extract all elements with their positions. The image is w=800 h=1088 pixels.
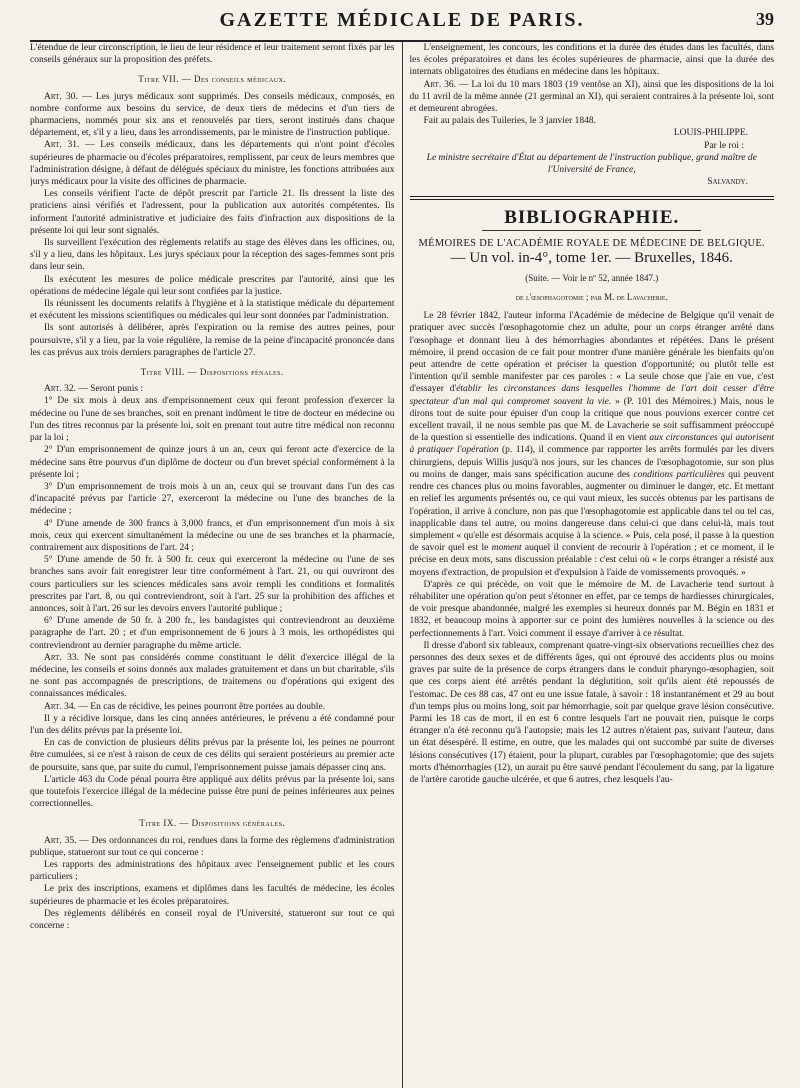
- minister-name: Salvandy.: [707, 177, 748, 188]
- italic-run: établir les circonstances dans lesquelles l'homme de l'art doit cesser d'être spectateur d'un mal qui compromet souvent la vie.: [409, 384, 774, 407]
- paragraph: Le prix des inscriptions, examens et diplômes dans les facultés de médecine, les écoles supérieures de pharmacie et les écoles préparatoires.: [30, 884, 395, 907]
- text-run: auquel il convient de recourir à l'opération ; et ce moment, il le précise en deux mots, sans discussion préalable : c'est celui où « le corps étranger a résisté aux moyens d'extraction, de propulsion et d'expulsion à l'aide de vomissements provoqués. »: [409, 543, 774, 578]
- paragraph: Ils surveillent l'exécution des règlements relatifs au stage des élèves dans les officines, ou, s'il y a lieu, dans les hôpitaux. Les jurys spéciaux pour la réception des sages-femmes sont pris dans leur sein.: [30, 238, 395, 273]
- article-text: — Des ordonnances du roi, rendues dans la forme des règlemens d'administration publique, statueront sur tout ce qui concerne :: [30, 835, 395, 858]
- article-text: — La loi du 10 mars 1803 (19 ventôse an XI), ainsi que les dispositions de la loi du 11 avril de la même année (21 germinal an XI), qui seraient contraires à la présente loi, sont et demeurent abrogées.: [409, 79, 774, 115]
- minister-title: Le ministre secrétaire d'État au département de l'instruction publique, grand maître de l'Université de France,: [426, 152, 757, 176]
- paragraph: L'enseignement, les concours, les conditions et la durée des études dans les facultés, dans les écoles préparatoires et dans les écoles supérieures de pharmacie, ainsi que la durée des internats obligatoires des étudians en médecine dans les hôpitaux.: [409, 43, 774, 78]
- page-header: [30, 0, 774, 42]
- text-run: » (P. 101 des Mémoires.) Mais, nous le dirons tout de suite pour épuiser d'un coup la critique que nous pouvions exercer contre cet excellent travail, il ne nous semble pas que M. de Lavacherie se soit suffisamment préoccupé de la question si essentielle des indications. Quand il en vient: [409, 396, 774, 444]
- article-text: — En cas de récidive, les peines pourront être portées au double.: [76, 701, 326, 712]
- signing-place-date: Fait au palais des Tuileries, le 3 janvier 1848.: [423, 116, 597, 127]
- article-33: [30, 652, 395, 701]
- king-signature: LOUIS-PHILIPPE.: [673, 128, 748, 139]
- review-paragraph: Il dresse d'abord six tableaux, comprenant quatre-vingt-six observations recueillies chez des personnes des deux sexes et de différents âges, qui ont éprouvé des accidents plus ou moins graves par suite de la présence de corps étrangers dans le conduit pharyngo-œsophagien, soit que ces corps aient été arrêtés pendant la déglutition, soit qu'ils aient été repoussés de l'estomac. De ces 88 cas, 47 ont eu une issue fatale, à savoir : 18 instantanément et 29 au bout d'un temps plus ou moins long, soit par hémorrhagie, soit par quelque grave lésion consécutive. Parmi les 18 cas de mort, il en est 6 contre lesquels l'art ne pouvait rien, puisque le corps étranger n'a été reconnu qu'à l'autopsie; mais les 12 autres n'étaient pas, suivant l'auteur, dans un état désespéré. Il estime, en outre, que les malades qui ont succombé par suite de diverses lésions consécutives (17) étaient, pour la plupart, curables par l'œsophagotomie; que des sujets morts d'hémorrhagies (12), un aurait pu être sauvé pendant l'écoulement du sang, par la ligature de l'artère carotide gauche ulcérée, et que 6 autres, chez lesquels l'au-: [409, 640, 774, 785]
- review-paragraph: [410, 310, 775, 578]
- paragraph: Des règlements délibérés en conseil royal de l'Université, statueront sur tout ce qui concerne :: [30, 908, 395, 932]
- paragraph: 4° D'une amende de 300 francs à 3,000 francs, et d'un emprisonnement d'un mois à six mois, ceux qui exercent simultanément la médecine ou une de ses branches et la pharmacie, contrairement aux dispositions de l'art. 24 ;: [30, 518, 395, 553]
- paragraph: Ils réunissent les documents relatifs à l'hygiène et à la statistique médicale du département et exécutent les missions scientifiques ou médicales qui leur sont données par l'administration.: [30, 299, 395, 322]
- article-label: Art. 32.: [44, 384, 77, 395]
- paragraph: 2° D'un emprisonnement de quinze jours à un an, ceux qui feront acte d'exercice de la médecine sans être pourvus d'un diplôme de docteur ou d'un brevet spécial conformément à la présente loi ;: [30, 445, 395, 480]
- paragraph: Ils exécutent les mesures de police médicale prescrites par l'autorité, ainsi que les opérations de médecine légale qui leur sont confiées par la justice.: [30, 274, 395, 297]
- text-run: (p. 114), il commence par rapporter les arrêts formulés par les divers chirurgiens, depuis Willis jusqu'à nos jours, sur les chances de l'œsophagotomie, sur son plus ou moins de danger, mais sans spécification aucune des: [409, 445, 774, 480]
- journal-title: GAZETTE MÉDICALE DE PARIS.: [219, 8, 585, 31]
- italic-run: aux circonstances qui autorisent à pratiquer l'opération: [409, 433, 774, 456]
- article-text: Ne sont pas considérés comme constituant le délit d'exercice illégal de la médecine, les conseils et soins donnés aux malades gratuitement et dans un but charitable, s'ils ne sont pas accompagnés de prescriptions, de traitemens ou d'opérations qui exigent des connaissances médicales.: [30, 652, 395, 700]
- article-34: [30, 701, 395, 713]
- article-label: Art. 34.: [44, 701, 77, 712]
- article-label: Art. 35.: [44, 835, 77, 846]
- article-text: — Les jurys médicaux sont supprimés. Des conseils médicaux, composés, en nombre conforme aux besoins du service, de deux tiers de médecins et d'un tiers de pharmaciens, nommés pour six ans et renouvelés par tiers, seront institués dans chaque département, et, s'il y a lieu, dans les arrondissements, par le ministre de l'instruction publique.: [30, 91, 395, 139]
- left-column: [30, 42, 403, 1088]
- bibliography-heading: BIBLIOGRAPHIE.: [504, 207, 680, 229]
- paragraph: 1° De six mois à deux ans d'emprisonnement ceux qui feront profession d'exercer la médecine ou l'une de ses branches, soit en prenant indûment le titre de docteur en médecine ou l'un des titres reconnus par la présente loi, soit en prenant tout autre titre médical non reconnu par la loi ;: [30, 396, 395, 444]
- paragraph: Les rapports des administrations des hôpitaux avec l'enseignement public et les cours particuliers ;: [30, 860, 395, 883]
- article-32: [30, 383, 395, 395]
- text-run: qui peuvent rendre ces chances plus ou moins favorables, augmenter ou diminuer le danger, etc. Et mettant en relief les arguments présentés ou, ce qui vaut mieux, les succès obtenus par les partisans de l'opération, il arrive à conclure, non pas que l'œsophagotomie est applicable dans tel ou tel cas, inapplicable dans tel autre, ou moins dangereuse dans celui-ci que dans celui-là, mais tout simplement « qu'elle est désormais acquise à la science. » Puis, cela posé, il passe à la question de savoir quel est le: [409, 469, 774, 554]
- section-title-ix: Titre IX. — Dispositions générales.: [139, 818, 286, 829]
- article-text: — Seront punis :: [76, 384, 144, 395]
- paragraph: 5° D'une amende de 50 fr. à 500 fr. ceux qui exerceront la médecine ou l'une de ses branches sans avoir fait enregistrer leur titre conformément à l'art. 21, ou qui ouvriront des cours particuliers sur les sciences médicales sans avoir rempli les conditions et formalités prescrites par l'art. 8, ou qui contreviendront, soit à l'art. 25 sur la prohibition des affiches et annonces, soit à l'art. 26 sur les devoirs envers l'autorité publique ;: [30, 555, 395, 614]
- italic-run: moment: [491, 543, 522, 554]
- section-divider: [410, 196, 775, 200]
- par-le-roi: Par le roi :: [704, 140, 744, 151]
- article-30: [30, 91, 395, 140]
- paragraph: L'article 463 du Code pénal pourra être appliqué aux délits prévus par la présente loi, sans que toutefois l'exercice illégal de la médecine puisse être puni de peines inférieures aux peines correctionnelles.: [30, 774, 395, 810]
- review-subtitle: de l'œsophagotomie ; par M. de Lavacherie.: [515, 292, 668, 303]
- paragraph: En cas de conviction de plusieurs délits prévus par la présente loi, les peines ne pourront être cumulées, si ce n'est à raison de ceux de ces délits qui seraient postérieurs au premier acte de poursuite, sans que, par suite du cumul, l'emprisonnement puisse jamais dépasser cinq ans.: [30, 738, 395, 773]
- italic-run: conditions particulières: [633, 469, 725, 480]
- text-run: Le 28 février 1842, l'auteur informa l'Académie de médecine de Belgique qu'il venait de pratiquer avec succès l'œsophagotomie chez un adulte, pour un corps étranger arrêté dans l'œsophage et donnant lieu à des hémorrhagies abondantes et répétées. Dans le présent mémoire, il prend occasion de ce fait pour montrer d'une manière générale les bienfaits qu'on peut attendre de cette opération et préciser la question d'opportunité; ou plutôt telle est l'intention qu'il semble manifester par ces paroles : « La seule chose que j'aie en vue, c'est d'essayer d': [409, 311, 774, 395]
- page-number: 39: [756, 9, 774, 29]
- section-title-viii: Titre VIII. — Dispositions pénales.: [140, 367, 284, 378]
- article-label: Art. 36.: [423, 79, 457, 90]
- intro-paragraph: L'étendue de leur circonscription, le lieu de leur résidence et leur traitement seront fixés par les conseils généraux sur la proposition des préfets.: [30, 43, 395, 66]
- article-label: Art. 33.: [44, 652, 80, 663]
- paragraph: Il y a récidive lorsque, dans les cinq années antérieures, le prévenu a été condamné pour l'un des délits prévus par la présente loi.: [30, 713, 395, 736]
- heading-underline: [482, 230, 701, 231]
- paragraph: Ils sont autorisés à délibérer, après l'expiration ou la remise des autres peines, pour poursuivre, s'il y a lieu, par la voie régulière, la remise de la peine d'incapacité prononcée dans les cas prévus aux trois derniers paragraphes de l'article 27.: [30, 323, 395, 358]
- paragraph: 6° D'une amende de 50 fr. à 200 fr., les bandagistes qui contreviendront au deuxième paragraphe de l'art. 20 ; et d'un emprisonnement de 6 jours à 3 mois, les orthopédistes qui contreviendront au dernier paragraphe du même article.: [30, 616, 395, 651]
- article-label: Art. 31.: [44, 140, 80, 151]
- columns: [30, 42, 774, 1088]
- article-text: — Les conseils médicaux, dans les départements qui n'ont point d'écoles supérieures de pharmacie ou d'écoles préparatoires, remplissent, par ceux de leurs membres que l'administration désigne, à défaut de délégués spéciaux du ministre, les fonctions attribuées aux jurys médicaux pour la visite des officines de pharmacie.: [30, 140, 395, 188]
- book-details: — Un vol. in-4°, tome 1er. — Bruxelles, 1846.: [450, 249, 733, 266]
- article-36: [410, 79, 775, 116]
- article-31: [30, 139, 395, 188]
- right-column: [403, 42, 775, 1088]
- paragraph: Les conseils vérifient l'acte de dépôt prescrit par l'article 21. Ils dressent la liste des praticiens ainsi vérifiés et l'adressent, pour la publication aux autorités compétentes. Ils informent l'autorité administrative et judiciaire des faits d'infraction aux dispositions de la présente loi qui leur sont signalés.: [30, 189, 395, 236]
- review-paragraph: D'après ce qui précède, on voit que le mémoire de M. de Lavacherie tend surtout à réhabiliter une opération qu'on peut s'étonner en effet, par ce temps de hardiesses chirurgicales, de voir presque abandonnée, malgré les exemples si heureux donnés par M. Bégin en 1831 et 1832, et beaucoup moins à apporter sur ce point des lumières nouvelles à la science ou des perfectionnements à l'art. Voici comment il essaye d'arriver à ce résultat.: [409, 579, 774, 639]
- suite-note: (Suite. — Voir le nº 52, année 1847.): [525, 272, 659, 283]
- paragraph: 3° D'un emprisonnement de trois mois à un an, ceux qui se trouvant dans l'un des cas d'incapacité prévus par l'article 27, exerceront la médecine ou l'une des branches de la médecine ;: [30, 481, 395, 517]
- article-35: [30, 835, 395, 859]
- book-title: MÉMOIRES DE L'ACADÉMIE ROYALE DE MÉDECINE DE BELGIQUE.: [418, 237, 765, 249]
- article-label: Art. 30.: [44, 91, 78, 102]
- section-title-vii: Titre VII. — Des conseils médicaux.: [138, 74, 287, 85]
